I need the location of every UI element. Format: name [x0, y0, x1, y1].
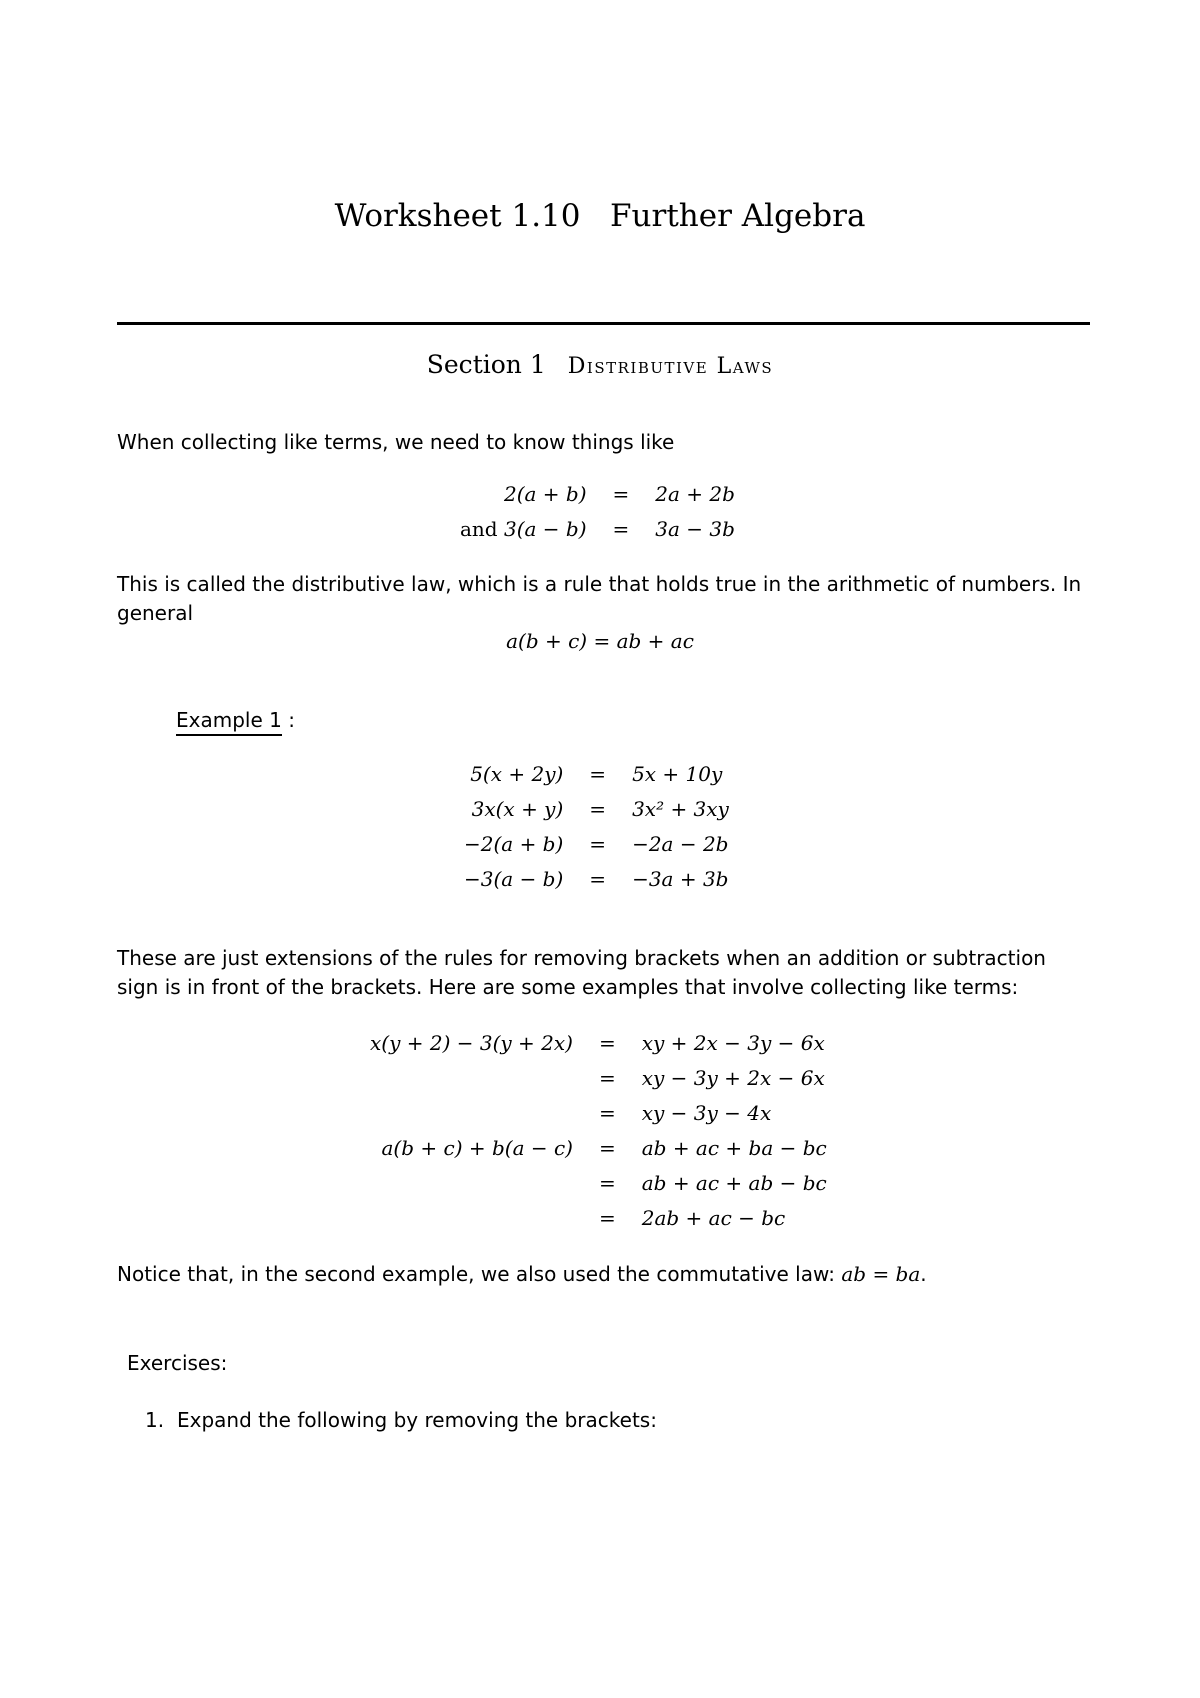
equals-sign: =	[598, 1136, 616, 1160]
equation-rhs: xy + 2x − 3y − 6x	[641, 1031, 825, 1055]
equation-rhs: 3x² + 3xy	[632, 797, 729, 821]
equals-sign: =	[612, 517, 630, 541]
commutative-law-math: ab = ba	[841, 1262, 921, 1286]
equals-sign: =	[589, 797, 607, 821]
equation-lhs: and 3(a − b)	[460, 517, 587, 541]
equation-lhs: a(b + c) + b(a − c)	[381, 1136, 573, 1160]
intro-paragraph: When collecting like terms, we need to know things like	[117, 430, 675, 454]
example-label: Example 1	[176, 708, 282, 736]
exercise-number: 1.	[145, 1408, 165, 1432]
equation-rhs: 2a + 2b	[655, 482, 735, 506]
equation-lhs: −3(a − b)	[464, 867, 564, 891]
example-heading: Example 1 :	[176, 708, 295, 732]
equals-sign: =	[598, 1066, 616, 1090]
equation-lhs: −2(a + b)	[464, 832, 564, 856]
equation-lhs	[370, 1166, 599, 1201]
equation-lhs: 5(x + 2y)	[470, 762, 564, 786]
equation-rhs: 3a − 3b	[655, 517, 735, 541]
equation-rhs: −3a + 3b	[632, 867, 729, 891]
equals-sign: =	[598, 1101, 616, 1125]
section-label: Section 1	[426, 350, 546, 379]
equals-sign: =	[589, 867, 607, 891]
section-name: Distributive Laws	[567, 354, 774, 379]
example-equations	[464, 757, 729, 897]
equation-rhs: ab + ac + ba − bc	[641, 1136, 827, 1160]
notice-paragraph: Notice that, in the second example, we also used the commutative law: ab = ba.	[117, 1262, 927, 1286]
collecting-equations	[370, 1026, 827, 1236]
section-heading	[0, 350, 1200, 379]
equals-sign: =	[598, 1031, 616, 1055]
equals-sign: =	[612, 482, 630, 506]
exercise-item	[145, 1408, 657, 1432]
equation-rhs: xy − 3y + 2x − 6x	[641, 1066, 825, 1090]
equals-sign: =	[589, 762, 607, 786]
equals-sign: =	[598, 1206, 616, 1230]
horizontal-rule	[117, 322, 1090, 325]
extension-paragraph: These are just extensions of the rules for removing brackets when an addition or subtraction sign is in front of the brackets. Here are some examples that involve collecting like terms:	[117, 946, 1046, 999]
equation-lhs	[370, 1061, 599, 1096]
page-title: Worksheet 1.10 Further Algebra	[334, 198, 866, 234]
equation-rhs: ab + ac + ab − bc	[641, 1171, 827, 1195]
equals-sign: =	[598, 1171, 616, 1195]
intro-equations	[460, 477, 735, 547]
exercise-text: Expand the following by removing the brackets:	[177, 1408, 657, 1432]
equals-sign: =	[589, 832, 607, 856]
equation-lhs	[370, 1201, 599, 1236]
general-law-equation: a(b + c) = ab + ac	[506, 629, 694, 653]
equation-rhs: xy − 3y − 4x	[641, 1101, 772, 1125]
equation-rhs: −2a − 2b	[632, 832, 729, 856]
equation-lhs: 2(a + b)	[503, 482, 587, 506]
equation-lhs: x(y + 2) − 3(y + 2x)	[370, 1031, 573, 1055]
distributive-law-paragraph: This is called the distributive law, which is a rule that holds true in the arithmetic of numbers. In general	[117, 572, 1082, 625]
equation-rhs: 5x + 10y	[632, 762, 723, 786]
exercises-heading: Exercises:	[127, 1351, 228, 1375]
equation-lhs: 3x(x + y)	[471, 797, 564, 821]
equation-rhs: 2ab + ac − bc	[641, 1206, 786, 1230]
equation-lhs	[370, 1096, 599, 1131]
